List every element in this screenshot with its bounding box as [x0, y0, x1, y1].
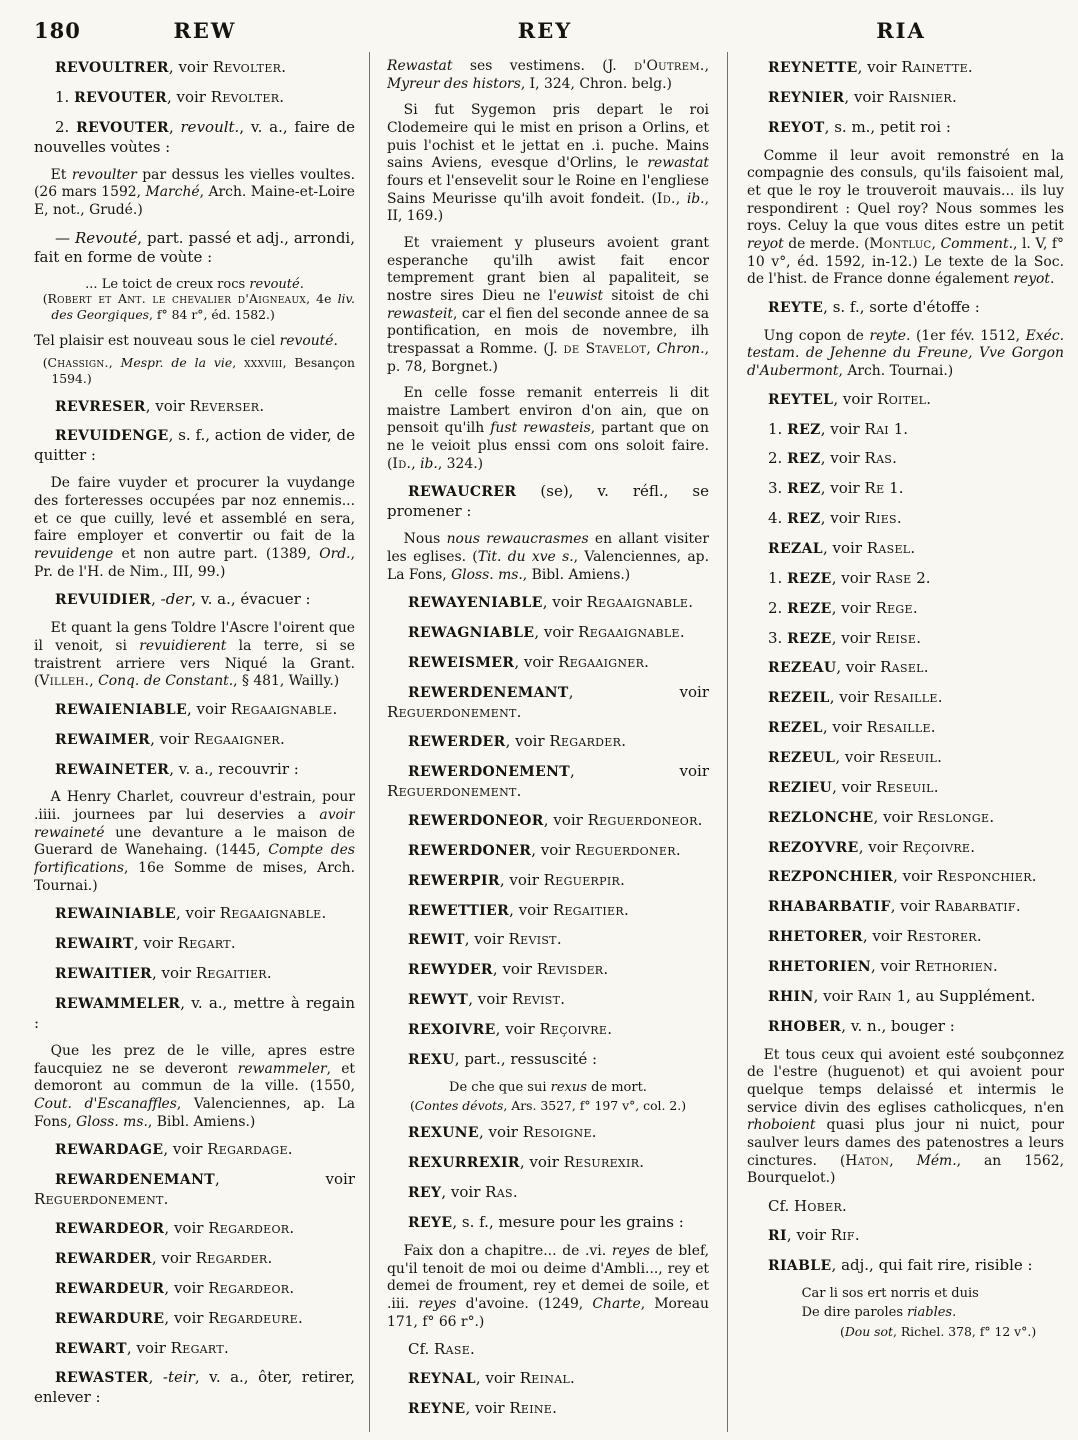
citation: (Robert et Ant. le chevalier d'Aigneaux, 4e liv. des Georgiques, f° 84 r°, éd. 1582.) [42, 291, 355, 322]
cross-reference-note: Cf. Rase. [408, 1340, 475, 1359]
small-caps-reference: Resurexir [563, 1153, 640, 1172]
dictionary-entry: — Revouté, part. passé et adj., arrondi, fait en forme de voùte : [34, 228, 355, 266]
small-caps-reference: Ras [864, 449, 893, 468]
small-caps-reference: Rif [830, 1226, 855, 1244]
quotation: Que les prez de le ville, apres estre faucquiez ne se deveront rewammeler, et demoront au commun de la ville. (1550, Cout. d'Escanaffles, Valenciennes, ap. La Fons, Gloss. ms., Bibl. Amiens.) [34, 1042, 355, 1130]
small-caps-reference: Rege [875, 598, 913, 617]
headword: REWERDENEMANT [408, 685, 569, 702]
headword: REWAGNIABLE [408, 625, 535, 642]
dictionary-entry: 2. REVOUTER, revoult., v. a., faire de nouvelles voùtes : [34, 117, 355, 156]
small-caps-reference: Regarder [195, 1249, 268, 1268]
small-caps-reference: Rain [857, 986, 892, 1005]
headword: REWAMMELER [55, 995, 181, 1012]
small-caps-reference: Regardeor [208, 1219, 290, 1238]
italic-text: rhoboient [747, 1117, 816, 1134]
dictionary-entry: REWERDER, voir Regarder. [408, 732, 626, 751]
dictionary-entry: REWAINETER, v. a., recouvrir : [55, 759, 299, 778]
italic-text: Mém. [916, 1152, 957, 1169]
small-caps-reference: de Stavelot [563, 340, 647, 357]
headword: REZ [787, 421, 821, 438]
headword: REVOUTER [74, 89, 167, 106]
citation: (Chassign., Mespr. de la vie, xxxviii, Besançon 1594.) [42, 355, 355, 386]
dictionary-entry: REWARDURE, voir Regardeure. [55, 1308, 303, 1327]
dictionary-entry: REVUIDIER, -der, v. a., évacuer : [55, 590, 311, 609]
headword: RHETORER [768, 929, 863, 946]
dictionary-entry: 1. REZ, voir Rai 1. [768, 419, 909, 438]
headword: REYNE [408, 1401, 466, 1418]
small-caps-reference: Reine [509, 1399, 553, 1418]
column-2 [387, 58, 709, 1436]
small-caps-reference: Resaille [873, 688, 938, 707]
dictionary-entry: REWERDONER, voir Reguerdoner. [408, 840, 681, 859]
dictionary-entry: REWARDER, voir Regarder. [55, 1249, 273, 1268]
italic-text: revuidierent [139, 637, 227, 654]
small-caps-reference: Regaaignable [586, 593, 689, 612]
italic-text: reyes [418, 1295, 457, 1312]
quotation: A Henry Charlet, couvreur d'estrain, pour .iiii. journees par lui deservies a avoir rewaineté une devanture a le maison de Guerard de Wanehaing. (1445, Compte des fortifications, 16e Somme de mises, Arch. Tournai.) [34, 789, 355, 894]
dictionary-entry: REYTE, s. f., sorte d'étoffe : [768, 297, 980, 316]
small-caps-reference: Regardeor [208, 1278, 290, 1297]
small-caps-reference: Rainette [901, 58, 968, 76]
small-caps-reference: Raisnier [888, 87, 953, 106]
quotation: Et quant la gens Toldre l'Ascre l'oirent que il venoit, si revuidierent la terre, si se traistrent arriere vers Niqué la Grant. (Villeh., Conq. de Constant., § 481, Wailly.) [34, 620, 355, 690]
small-caps-reference: Reseuil [879, 747, 938, 766]
italic-text: -teir [162, 1368, 195, 1387]
headword: REWAINETER [55, 761, 170, 778]
dictionary-entry: REYNETTE, voir Rainette. [768, 58, 973, 76]
small-caps-reference: Reverser [189, 396, 260, 415]
dictionary-entry: 3. REZE, voir Reise. [768, 628, 921, 647]
quotation: Et revoulter par dessus les vielles voultes. (26 mars 1592, Marché, Arch. Maine-et-Loire E, not., Grudé.) [34, 166, 355, 219]
section-head-rew: REW [173, 18, 237, 43]
quotation: Et vraiement y pluseurs avoient grant esperanche qu'ilh awist fait encor temprement grant bien al papaliteit, se nostre sires Dieu ne l'euwist sitoist de chi rewasteit, car el fien del seconde annee de sa pontification, en mois de novembre, ilh trespassat a Romme. (J. de Stavelot, Chron., p. 78, Borgnet.) [387, 234, 709, 375]
headword: REYE [408, 1215, 453, 1232]
headword: REZAL [768, 540, 823, 557]
headword: REY [408, 1185, 442, 1202]
dictionary-entry: REZPONCHIER, voir Responchier. [768, 867, 1037, 886]
small-caps-reference: Rai [864, 419, 889, 438]
small-caps-reference: Regaaignable [219, 904, 322, 923]
dictionary-entry: 2. REZE, voir Rege. [768, 598, 918, 617]
headword: REVUIDIER [55, 592, 152, 609]
italic-text: Conq. de Constant. [98, 673, 234, 690]
small-caps-reference: Reguerdonement [387, 702, 517, 721]
headword: REZE [787, 570, 832, 587]
dictionary-entry: REZOYVRE, voir Reçoivre. [768, 837, 976, 856]
italic-text: Gloss. ms. [451, 566, 523, 583]
italic-text: Chron. [656, 340, 705, 357]
dictionary-entry: REWAIRT, voir Regart. [55, 934, 236, 953]
column-3 [747, 58, 1064, 1436]
headword: REYOT [768, 119, 825, 136]
italic-text: ib. [686, 190, 705, 207]
italic-text: Contes dévots [414, 1097, 504, 1113]
headword: REYNIER [768, 89, 845, 106]
italic-text: Comment. [940, 235, 1013, 252]
dictionary-entry: 1. REVOUTER, voir Revolter. [55, 87, 285, 106]
italic-text: Gloss. ms. [76, 1113, 148, 1130]
dictionary-entry: REWARDENEMANT, voir Reguerdonement. [34, 1170, 355, 1208]
dictionary-entry: REWERPIR, voir Reguerpir. [408, 870, 625, 889]
small-caps-reference: Villeh. [39, 673, 90, 690]
headword: REWIT [408, 932, 465, 949]
small-caps-reference: Revist [511, 990, 561, 1009]
headword: REVOULTRER [55, 60, 169, 76]
italic-text: reyte [869, 327, 906, 344]
dictionary-entry: 3. REZ, voir Re 1. [768, 479, 904, 498]
quotation: Ung copon de reyte. (1er fév. 1512, Exéc. testam. de Jehenne du Freune, Vve Gorgon d'Aubermont, Arch. Tournai.) [747, 327, 1064, 379]
italic-text: reyot [747, 235, 784, 252]
small-caps-reference: d'Outrem. [634, 58, 705, 74]
small-caps-reference: xxxviii [244, 355, 283, 371]
italic-text: Tit. du xve s. [477, 549, 574, 566]
small-caps-reference: Rase [434, 1340, 471, 1359]
italic-text: Revouté [74, 228, 138, 247]
italic-text: revouté [279, 332, 334, 349]
headword: REWARDEOR [55, 1221, 165, 1238]
dictionary-entry: REWARDEUR, voir Regardeor. [55, 1278, 295, 1297]
dictionary-entry: RHABARBATIF, voir Rabarbatif. [768, 897, 1021, 916]
small-caps-reference: Resaille [866, 718, 931, 737]
small-caps-reference: Revisder [536, 960, 604, 979]
small-caps-reference: Id. [392, 455, 412, 472]
headword: REWAIMER [55, 731, 151, 748]
italic-text: revuidenge [34, 546, 114, 563]
headword: REZEUL [768, 749, 836, 766]
dictionary-entry: REZIEU, voir Reseuil. [768, 777, 939, 796]
dictionary-entry: 1. REZE, voir Rase 2. [768, 568, 931, 587]
small-caps-reference: Roitel [877, 389, 927, 408]
small-caps-reference: Revolter [210, 87, 280, 106]
dictionary-entry: REWARDEOR, voir Regardeor. [55, 1219, 295, 1238]
headword: REWAYENIABLE [408, 595, 543, 612]
headword: REWETTIER [408, 902, 510, 919]
dictionary-entry: RHOBER, v. n., bouger : [768, 1016, 955, 1035]
verse-line: De dire paroles riables. [801, 1304, 957, 1320]
small-caps-reference: Chassign. [47, 355, 109, 371]
dictionary-entry: REYNAL, voir Reinal. [408, 1369, 575, 1388]
headword: REWERPIR [408, 872, 500, 889]
small-caps-reference: Reçoivre [902, 837, 971, 856]
small-caps-reference: Reslonge [917, 807, 990, 826]
italic-text: Mespr. de la vie [120, 355, 233, 371]
headword: RHIN [768, 988, 814, 1005]
small-caps-reference: Regart [177, 934, 231, 953]
italic-text: nous rewaucrasmes [446, 531, 589, 548]
headword: REXURREXIR [408, 1155, 520, 1172]
quotation: Tel plaisir est nouveau sous le ciel revouté. [34, 332, 338, 349]
dictionary-entry: REWAUCRER (se), v. réfl., se promener : [387, 482, 709, 521]
italic-text: revoult. [180, 117, 240, 136]
verse-line: De che que sui rexus de mort. [449, 1079, 647, 1095]
headword: REZ [787, 481, 821, 498]
small-caps-reference: Regarder [549, 732, 622, 751]
dictionary-entry: REZAL, voir Rasel. [768, 538, 916, 557]
small-caps-reference: Reguerdoner [575, 840, 676, 859]
italic-text: Rewastat [387, 58, 453, 74]
small-caps-reference: Reise [875, 628, 917, 647]
small-caps-reference: Robert et Ant. le chevalier d'Aigneaux [47, 291, 307, 307]
small-caps-reference: Re [864, 479, 885, 498]
italic-text: avoir rewaineté [34, 807, 355, 841]
headword: RHOBER [768, 1018, 842, 1035]
small-caps-reference: Reguerpir [543, 870, 621, 889]
dictionary-entry: REWAINIABLE, voir Regaaignable. [55, 904, 327, 923]
headword: REZPONCHIER [768, 869, 894, 886]
headword: REVOUTER [76, 119, 169, 136]
headword: REWARDURE [55, 1310, 165, 1327]
headword: REZEIL [768, 690, 830, 707]
verse-citation: (Dou sot, Richel. 378, f° 12 v°.) [840, 1323, 1037, 1339]
dictionary-entry: REYNE, voir Reine. [408, 1399, 557, 1418]
headword: REXU [408, 1051, 455, 1068]
headword: RHETORIEN [768, 958, 871, 975]
headword: REVRESER [55, 398, 146, 415]
dictionary-entry: REYOT, s. m., petit roi : [768, 117, 951, 136]
headword: REWYDER [408, 962, 493, 979]
dictionary-entry: REWEISMER, voir Regaaigner. [408, 653, 649, 672]
small-caps-reference: Regaaignable [578, 623, 680, 642]
headword: REZE [787, 600, 832, 617]
small-caps-reference: Montluc [869, 235, 932, 252]
headword: RIABLE [768, 1257, 832, 1274]
column-1 [34, 58, 355, 1436]
italic-text: -der [160, 590, 192, 609]
italic-text: rewasteit [387, 305, 453, 322]
section-head-rey: REY [517, 18, 573, 43]
verse-line: ... Le toict de creux rocs revouté. [85, 277, 304, 293]
headword: REWAITIER [55, 966, 152, 983]
headword: REZLONCHE [768, 809, 874, 826]
dictionary-entry: REWAIENIABLE, voir Regaaignable. [55, 699, 338, 718]
small-caps-reference: Restorer [906, 927, 977, 946]
small-caps-reference: Reseuil [875, 777, 934, 796]
dictionary-entry: REWYDER, voir Revisder. [408, 960, 609, 979]
italic-text: Myreur des histors [387, 75, 521, 92]
small-caps-reference: Regaaignable [230, 699, 333, 718]
headword: REWEISMER [408, 655, 515, 672]
dictionary-entry: REZEUL, voir Reseuil. [768, 747, 942, 766]
headword: REWERDONEMENT [408, 763, 571, 780]
headword: REZEAU [768, 660, 837, 677]
quotation: Faix don a chapitre... de .vi. reyes de blef, qu'il tenoit de moi ou deime d'Ambli..., rey et demei de froument, rey et demei de soile, et .iii. reyes d'avoine. (1249, Charte, Moreau 171, f° 66 r°.) [387, 1242, 709, 1330]
italic-text: euwist [556, 287, 604, 304]
headword: REWAIENIABLE [55, 701, 187, 718]
headword: REWART [55, 1340, 127, 1357]
small-caps-reference: Reguerdonement [387, 781, 517, 800]
italic-text: fust rewasteis [490, 420, 591, 437]
dictionary-entry: REWERDONEOR, voir Reguerdoneor. [408, 810, 703, 829]
dictionary-entry: REWAYENIABLE, voir Regaaignable. [408, 593, 694, 612]
text-columns [34, 58, 1064, 1436]
headword: REWARDENEMANT [55, 1172, 215, 1189]
italic-text: Ord. [319, 546, 351, 563]
italic-text: riables [907, 1304, 953, 1320]
small-caps-reference: Responchier [936, 867, 1032, 886]
dictionary-entry: RHETORER, voir Restorer. [768, 927, 982, 946]
dictionary-entry: REWAMMELER, v. a., mettre à regain : [34, 993, 355, 1032]
quotation: Et tous ceux qui avoient esté soubçonnez de l'estre (huguenot) et qui avoient pour quelque temps delaissé et intermis le service divin des eglises catholicques, n'en rhoboient quasi plus jour ni nuict, pour saulver leurs dames des patenostres a leurs cinctures. (Haton, Mém., an 1562, Bourquelot.) [747, 1046, 1064, 1187]
headword: REZIEU [768, 779, 833, 796]
dictionary-entry: REYTEL, voir Roitel. [768, 389, 932, 408]
dictionary-entry: REXUNE, voir Resoigne. [408, 1123, 597, 1142]
small-caps-reference: Haton [845, 1152, 890, 1169]
small-caps-reference: Revolter [212, 58, 282, 76]
italic-text: Compte des fortifications [34, 842, 355, 877]
small-caps-reference: Ras [485, 1183, 513, 1202]
dictionary-entry: REYNIER, voir Raisnier. [768, 87, 957, 106]
dictionary-entry: REZEAU, voir Rasel. [768, 658, 929, 677]
headword: REVUIDENGE [55, 428, 169, 445]
dictionary-entry: REWASTER, -teir, v. a., ôter, retirer, enlever : [34, 1368, 355, 1407]
dictionary-entry: REWERDONEMENT, voir Reguerdonement. [387, 761, 709, 800]
quotation: De faire vuyder et procurer la vuydange des forteresses occupées par noz ennemis... et ce que cuilly, levé et assemblé en sera, faire employer et convertir ou fait de la revuidenge et non autre part. (1389, Ord., Pr. de l'H. de Nim., III, 99.) [34, 475, 355, 580]
headword: REZE [787, 630, 832, 647]
small-caps-reference: Reçoivre [539, 1020, 608, 1038]
small-caps-reference: Revist [508, 930, 557, 949]
headword: REYNAL [408, 1371, 476, 1388]
headword: REYTEL [768, 391, 834, 408]
dictionary-entry: RHIN, voir Rain 1, au Supplément. [768, 986, 1036, 1005]
small-caps-reference: Regaaigner [558, 653, 645, 672]
dictionary-entry: REXURREXIR, voir Resurexir. [408, 1153, 645, 1172]
headword: REWARDER [55, 1251, 152, 1268]
quotation: En celle fosse remanit enterreis li dit maistre Lambert environ d'on ain, que on pensoit qu'ilh fust rewasteis, partant que on ne le veioit plus enssi com ons soloit faire. (Id., ib., 324.) [387, 385, 709, 472]
dictionary-entry: REWETTIER, voir Regaitier. [408, 900, 629, 919]
headword: REXOIVRE [408, 1022, 496, 1038]
dictionary-entry: REWARDAGE, voir Regardage. [55, 1140, 293, 1159]
headword: REYTE [768, 299, 824, 316]
dictionary-entry: REZLONCHE, voir Reslonge. [768, 807, 995, 826]
dictionary-entry: REVOULTRER, voir Revolter. [55, 58, 287, 76]
dictionary-entry: REVUIDENGE, s. f., action de vider, de quitter : [34, 426, 355, 465]
headword: REYNETTE [768, 60, 858, 76]
headword: REWARDEUR [55, 1280, 165, 1297]
small-caps-reference: Hober [794, 1196, 843, 1215]
headword: REZEL [768, 720, 823, 737]
headword: REWAIRT [55, 936, 134, 953]
headword: RHABARBATIF [768, 899, 891, 916]
quotation: Comme il leur avoit remonstré en la compagnie des consuls, qu'ils faisoient mal, et que le roy le trouveroit mauvais... ils luy respondirent : Quel roy? Nous sommes les roys. Celuy la que vous dites estre un petit reyot de merde. (Montluc, Comment., l. V, f° 10 v°, éd. 1592, in-12.) Le texte de la Soc. de l'hist. de France donne également reyot. [747, 147, 1064, 288]
italic-text: Marché [145, 184, 200, 201]
small-caps-reference: Rethorien [914, 956, 993, 975]
italic-text: rewammeler [237, 1060, 327, 1077]
small-caps-reference: Rase [875, 568, 912, 587]
italic-text: Dou sot [844, 1323, 893, 1339]
italic-text: Cout. d'Escanaffles [34, 1095, 177, 1112]
dictionary-entry: 4. REZ, voir Ries. [768, 509, 902, 528]
dictionary-entry: REY, voir Ras. [408, 1183, 518, 1202]
italic-text: Exéc. testam. de Jehenne du Freune, Vve Gorgon d'Aubermont [747, 327, 1064, 379]
headword: REWERDONER [408, 842, 532, 859]
dictionary-entry: 2. REZ, voir Ras. [768, 449, 897, 468]
dictionary-entry: REWIT, voir Revist. [408, 930, 562, 949]
cross-reference-note: Cf. Hober. [768, 1196, 847, 1215]
section-head-ria: RIA [876, 18, 926, 43]
small-caps-reference: Id. [656, 190, 676, 207]
italic-text: rewastat [647, 155, 709, 172]
headword: REWAUCRER [408, 484, 517, 501]
headword: REZOYVRE [768, 839, 859, 856]
italic-text: revoulter [71, 166, 137, 183]
italic-text: liv. des Georgiques [51, 291, 355, 322]
small-caps-reference: Reinal [519, 1369, 571, 1388]
headword: REWERDER [408, 734, 506, 751]
small-caps-reference: Regardeure [208, 1308, 298, 1327]
dictionary-entry: REZEIL, voir Resaille. [768, 688, 943, 707]
small-caps-reference: Ries [864, 509, 897, 528]
small-caps-reference: Rasel [866, 538, 911, 557]
small-caps-reference: Regaitier [195, 964, 267, 983]
dictionary-entry: REWAGNIABLE, voir Regaaignable. [408, 623, 685, 642]
small-caps-reference: Reguerdonement [34, 1189, 164, 1208]
dictionary-entry: REWART, voir Regart. [55, 1338, 229, 1357]
small-caps-reference: Regardage [207, 1140, 288, 1159]
small-caps-reference: Regaitier [552, 900, 624, 919]
dictionary-entry: REWAITIER, voir Regaitier. [55, 964, 272, 983]
headword: REZ [787, 511, 821, 528]
quotation: Rewastat ses vestimens. (J. d'Outrem., Myreur des histors, I, 324, Chron. belg.) [387, 58, 709, 92]
dictionary-entry: REYE, s. f., mesure pour les grains : [408, 1213, 684, 1232]
headword: REZ [787, 451, 821, 468]
dictionary-entry: RHETORIEN, voir Rethorien. [768, 956, 998, 975]
headword: REXUNE [408, 1125, 479, 1142]
headword: REWYT [408, 992, 469, 1009]
italic-text: reyes [611, 1242, 650, 1259]
headword: REWASTER [55, 1370, 149, 1387]
running-head [0, 18, 1078, 50]
headword: RI [768, 1228, 787, 1244]
small-caps-reference: Rasel [880, 658, 924, 677]
dictionary-entry: REWAIMER, voir Regaaigner. [55, 729, 285, 748]
dictionary-entry: RIABLE, adj., qui fait rire, risible : [768, 1255, 1033, 1274]
page-number: 180 [34, 18, 81, 43]
dictionary-entry: REXU, part., ressuscité : [408, 1049, 598, 1068]
headword: REWAINIABLE [55, 906, 176, 923]
headword: REWARDAGE [55, 1142, 164, 1159]
quotation: Si fut Sygemon pris depart le roi Clodemeire qui le mist en prison a Orlins, et puis l'ochist et le jettat en .i. puche. Mains sains Aviens, evesque d'Orlins, le rewastat fours et l'ensevelit sour le Roine en l'engliese Sains Meurisse qu'ilh avoit fondeit. (Id., ib., II, 169.) [387, 102, 709, 225]
small-caps-reference: Reguerdoneor [587, 810, 698, 829]
dictionary-entry: REZEL, voir Resaille. [768, 718, 936, 737]
verse-line: Car li sos ert norris et duis [801, 1285, 979, 1301]
quotation: Nous nous rewaucrasmes en allant visiter les eglises. (Tit. du xve s., Valenciennes, ap. La Fons, Gloss. ms., Bibl. Amiens.) [387, 531, 709, 583]
dictionary-entry: REVRESER, voir Reverser. [55, 396, 265, 415]
dictionary-entry: RI, voir Rif. [768, 1226, 860, 1244]
verse-citation: (Contes dévots, Ars. 3527, f° 197 v°, col. 2.) [409, 1097, 687, 1113]
italic-text: ib. [420, 455, 438, 472]
italic-text: revouté [249, 277, 300, 293]
italic-text: reyot [1013, 271, 1050, 288]
dictionary-entry: REXOIVRE, voir Reçoivre. [408, 1020, 612, 1038]
headword: REWERDONEOR [408, 812, 544, 829]
small-caps-reference: Rabarbatif [934, 897, 1016, 916]
small-caps-reference: Resoigne [522, 1123, 592, 1142]
italic-text: rexus [550, 1079, 587, 1095]
italic-text: Charte [592, 1295, 641, 1312]
dictionary-entry: REWERDENEMANT, voir Reguerdonement. [387, 683, 709, 721]
small-caps-reference: Regaaigner [193, 729, 280, 748]
small-caps-reference: Regart [170, 1338, 224, 1357]
dictionary-entry: REWYT, voir Revist. [408, 990, 566, 1009]
